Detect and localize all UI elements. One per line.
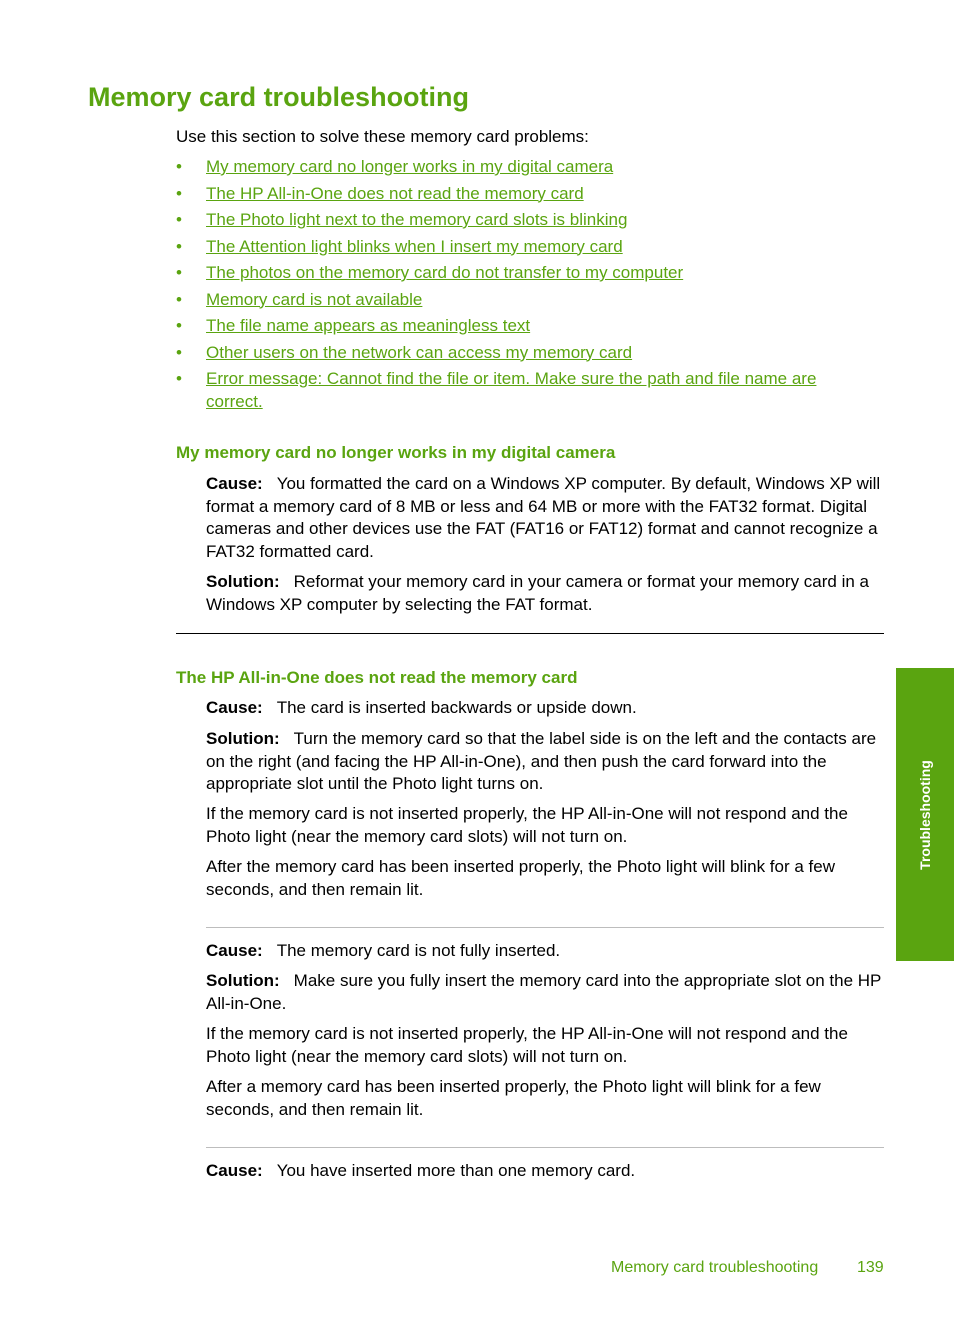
link-photos-not-transfer[interactable]: The photos on the memory card do not transfer to my computer: [206, 263, 684, 282]
case1-paragraph-2: After the memory card has been inserted properly, the Photo light will blink for a few seconds, and then remain lit.: [206, 857, 835, 899]
solution-text: Reformat your memory card in your camera or format your memory card in a Windows XP computer by selecting the FAT format.: [206, 572, 869, 614]
cause-text: The card is inserted backwards or upside down.: [276, 698, 637, 717]
cause-text: You have inserted more than one memory card.: [276, 1161, 636, 1180]
case3-cause: [206, 1160, 886, 1183]
case-divider: [206, 1147, 884, 1148]
solution-label: Solution:: [206, 572, 280, 591]
bullet-icon: •: [176, 316, 182, 335]
list-item: [176, 315, 876, 338]
bullet-icon: •: [176, 183, 182, 203]
section2-heading: The HP All-in-One does not read the memory card: [176, 668, 578, 687]
footer-section-name: Memory card troubleshooting: [611, 1259, 819, 1276]
bullet-icon: •: [176, 342, 182, 362]
section1-cause: [206, 473, 886, 563]
case1-cause: [206, 697, 886, 720]
solution-text: Make sure you fully insert the memory card into the appropriate slot on the HP All-in-One.: [206, 971, 882, 1013]
bullet-icon: •: [176, 369, 182, 388]
section-divider: [176, 633, 884, 634]
link-photo-light-blinking[interactable]: The Photo light next to the memory card slots is blinking: [206, 210, 628, 229]
case-divider: [206, 927, 884, 928]
case2-paragraph-2: After a memory card has been inserted properly, the Photo light will blink for a few seconds, and then remain lit.: [206, 1077, 821, 1119]
bullet-icon: •: [176, 157, 182, 176]
list-item: [176, 368, 876, 413]
list-item: [176, 342, 876, 365]
cause-text: The memory card is not fully inserted.: [276, 941, 561, 960]
cause-label: Cause:: [206, 1161, 263, 1180]
problem-link-list: [176, 156, 876, 417]
link-attention-light[interactable]: The Attention light blinks when I insert my memory card: [206, 236, 623, 256]
case2-cause: [206, 940, 886, 963]
list-item: [176, 156, 876, 179]
link-error-message[interactable]: Error message: Cannot find the file or item. Make sure the path and file name are correct.: [206, 369, 817, 411]
footer-page-number: 139: [857, 1259, 884, 1276]
bullet-icon: •: [176, 289, 182, 309]
link-not-read-card[interactable]: The HP All-in-One does not read the memory card: [206, 183, 584, 203]
case2-paragraph-1: If the memory card is not inserted properly, the HP All-in-One will not respond and the Photo light (near the memory card slots) will not turn on.: [206, 1024, 848, 1066]
cause-text: You formatted the card on a Windows XP computer. By default, Windows XP will format a memory card of 8 MB or less and 64 MB or more with the FAT32 format. Digital cameras and other devices use the FAT (FAT16 or FAT12) format and cannot recognize a FAT32 formatted card.: [206, 474, 881, 561]
link-network-access[interactable]: Other users on the network can access my memory card: [206, 342, 633, 362]
chapter-side-tab-label: Troubleshooting: [917, 759, 933, 870]
list-item: [176, 236, 876, 259]
cause-label: Cause:: [206, 941, 263, 960]
page-title: Memory card troubleshooting: [88, 82, 470, 112]
solution-label: Solution:: [206, 729, 280, 748]
bullet-icon: •: [176, 210, 182, 229]
list-item: [176, 183, 876, 206]
case1-solution: [206, 728, 886, 796]
list-item: [176, 209, 876, 232]
intro-text: Use this section to solve these memory card problems:: [176, 127, 589, 146]
chapter-side-tab: [896, 668, 954, 961]
link-camera-card[interactable]: My memory card no longer works in my digital camera: [206, 157, 614, 176]
cause-label: Cause:: [206, 698, 263, 717]
bullet-icon: •: [176, 236, 182, 256]
cause-label: Cause:: [206, 474, 263, 493]
list-item: [176, 262, 876, 285]
list-item: [176, 289, 876, 312]
link-meaningless-filename[interactable]: The file name appears as meaningless text: [206, 316, 531, 335]
solution-label: Solution:: [206, 971, 280, 990]
link-card-not-available[interactable]: Memory card is not available: [206, 289, 423, 309]
bullet-icon: •: [176, 263, 182, 282]
case2-solution: [206, 970, 886, 1015]
section1-heading: My memory card no longer works in my digital camera: [176, 443, 616, 462]
solution-text: Turn the memory card so that the label side is on the left and the contacts are on the right (and facing the HP All-in-One), and then push the card forward into the appropriate slot until the Photo light turns on.: [206, 729, 877, 793]
section1-solution: [206, 571, 886, 616]
case1-paragraph-1: If the memory card is not inserted properly, the HP All-in-One will not respond and the Photo light (near the memory card slots) will not turn on.: [206, 804, 848, 846]
